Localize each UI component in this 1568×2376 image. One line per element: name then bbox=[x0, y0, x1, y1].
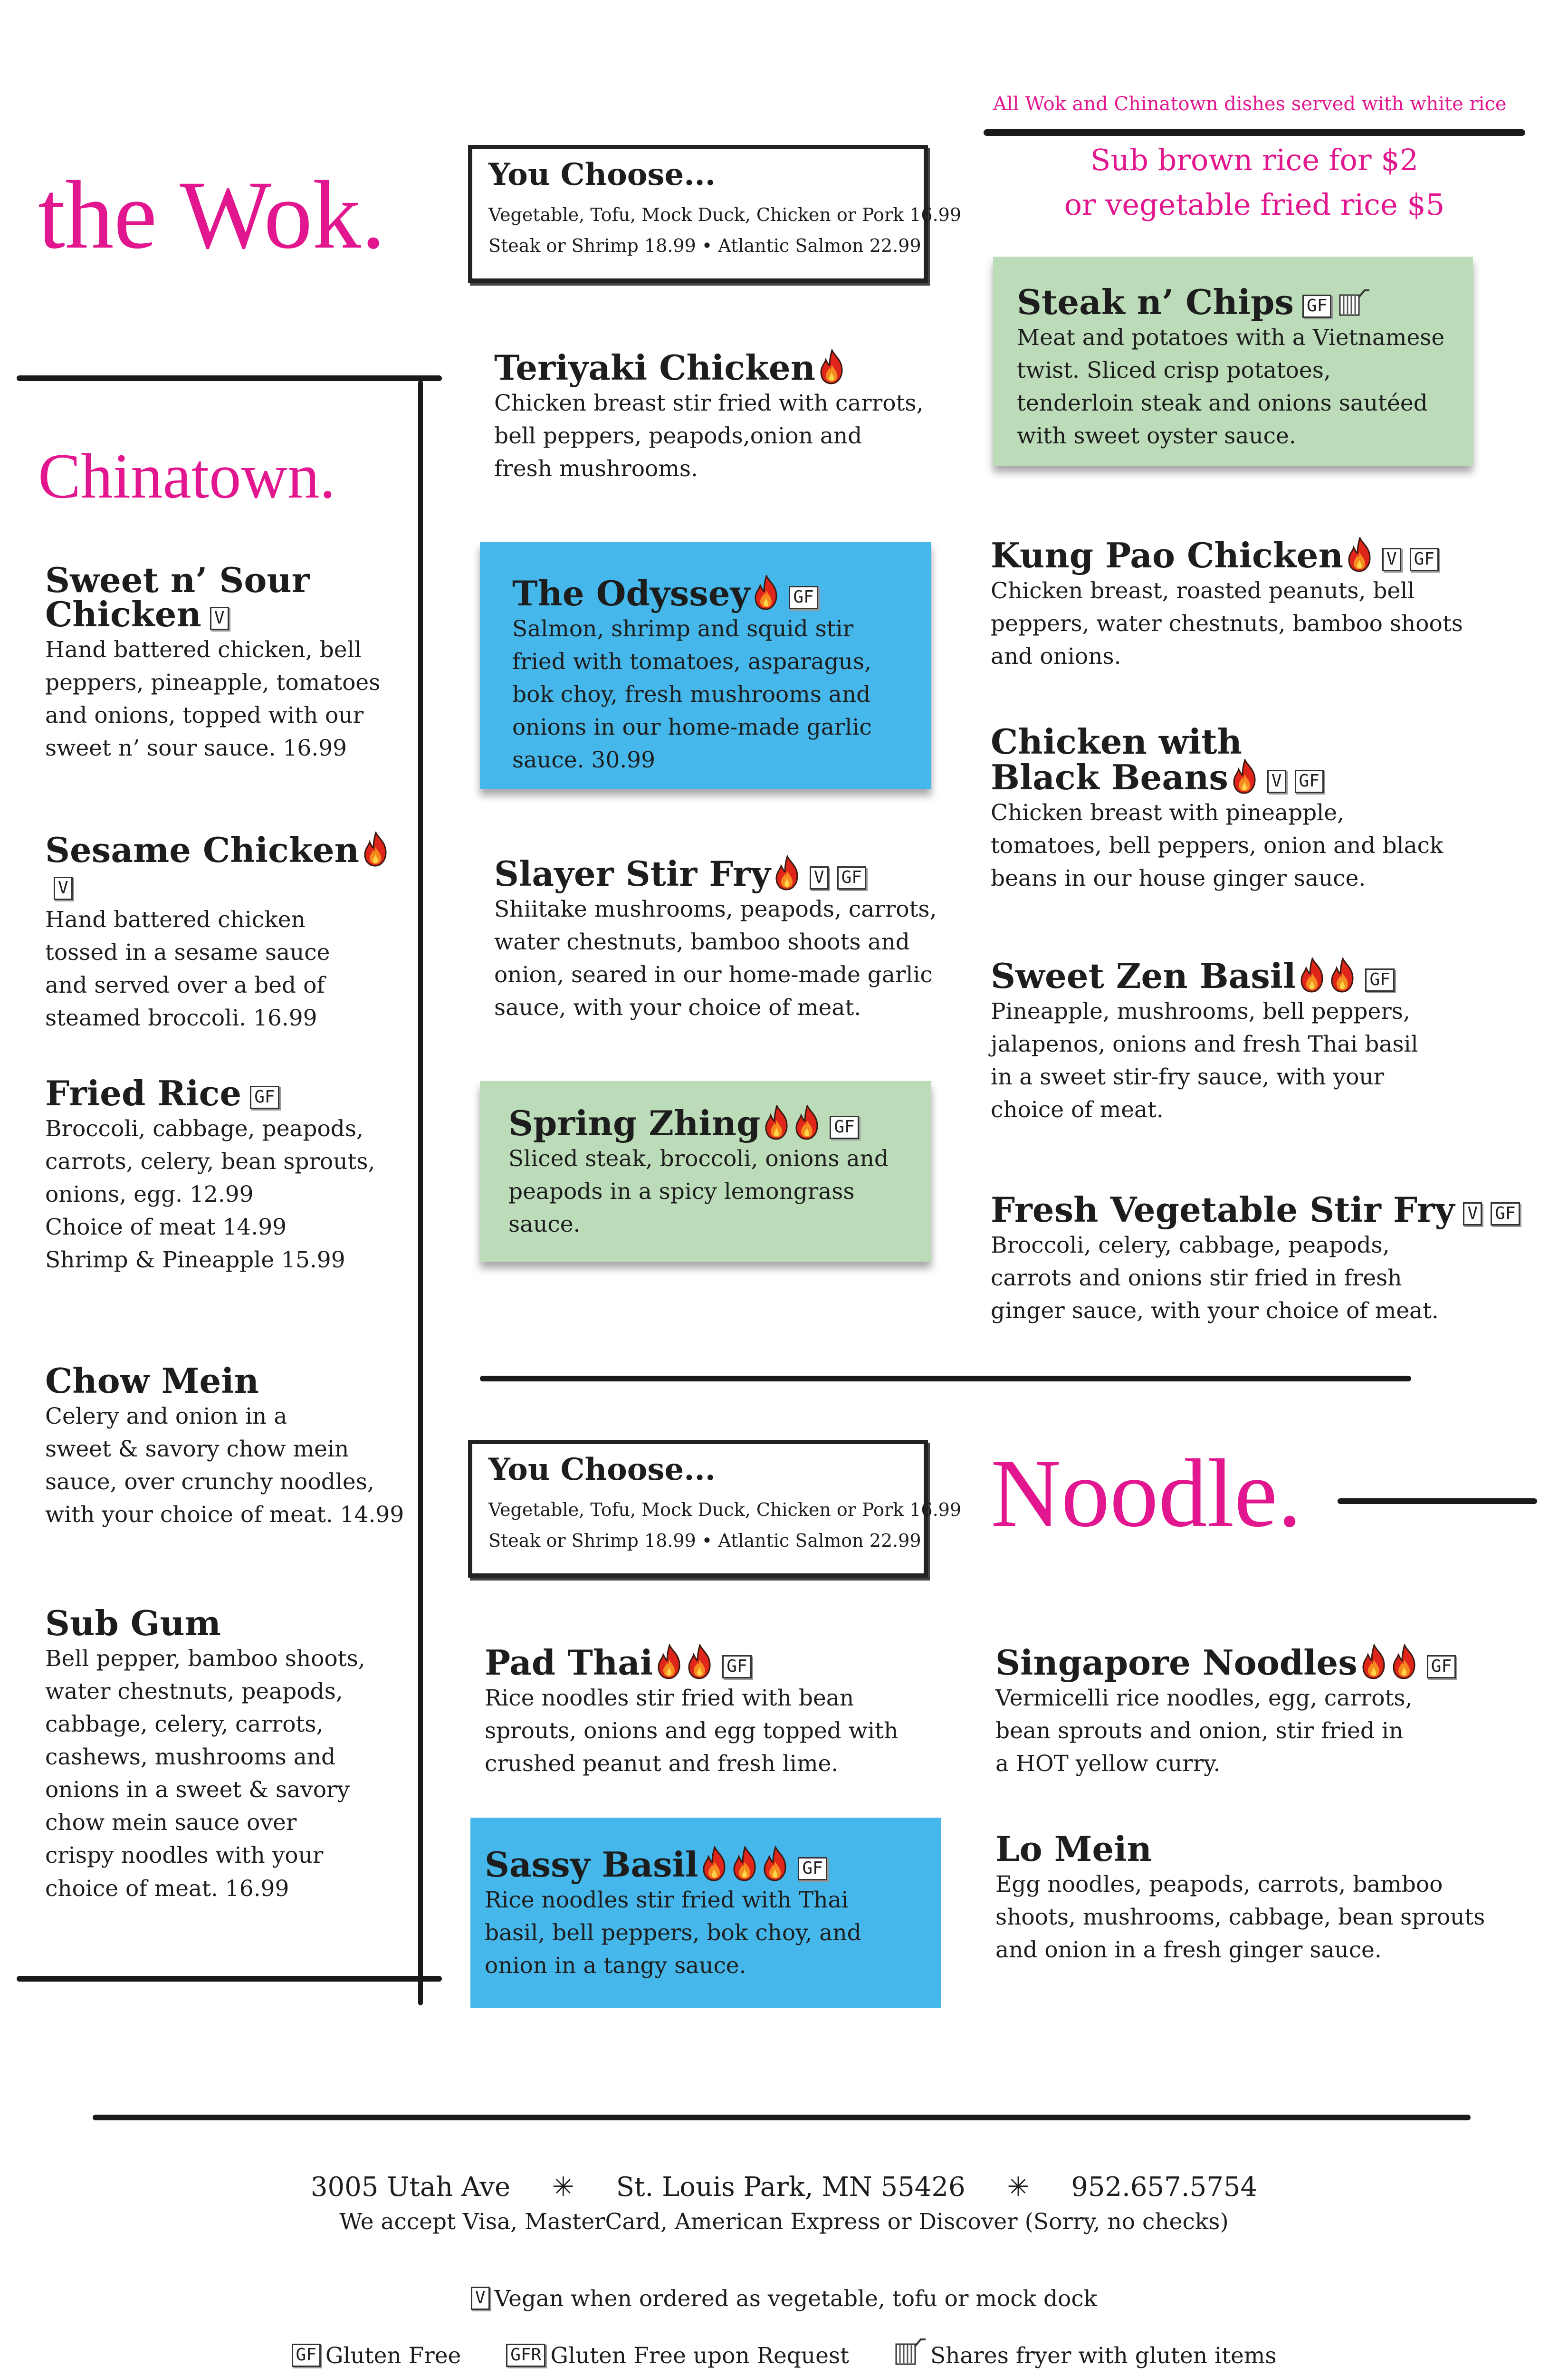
item-description: Bell pepper, bamboo shoots, water chestnuts, peapods, cabbage, celery, carrots, cashews, mushrooms and onions in a sweet & savory chow mein sauce over crispy noodles with your choice of meat. 16.99 bbox=[45, 1646, 365, 1902]
vegan-tag: V bbox=[1267, 770, 1286, 793]
item-name: Fresh Vegetable Stir Fry V GF bbox=[991, 1193, 1537, 1227]
fryer-basket-icon bbox=[1338, 287, 1371, 317]
gluten-free-tag: GF bbox=[830, 1116, 859, 1139]
flame-icon bbox=[1329, 958, 1357, 993]
item-description: Egg noodles, peapods, carrots, bamboo shoots, mushrooms, cabbage, bean sprouts and onion in a fresh ginger sauce. bbox=[995, 1871, 1485, 1964]
rice-note: All Wok and Chinatown dishes served with white rice bbox=[993, 93, 1507, 115]
vegan-tag: V bbox=[1463, 1202, 1482, 1226]
gluten-free-tag: GF bbox=[1427, 1655, 1456, 1678]
menu-item-sassy-basil bbox=[470, 1818, 941, 2008]
flame-icon bbox=[1231, 759, 1259, 794]
gluten-free-tag: GF bbox=[1410, 548, 1439, 571]
item-name: The Odyssey GF bbox=[512, 575, 931, 611]
street-address: 3005 Utah Ave bbox=[310, 2172, 511, 2203]
vegan-tag: V bbox=[54, 877, 73, 900]
flame-icon bbox=[686, 1644, 714, 1679]
flame-icon bbox=[1360, 1644, 1388, 1679]
item-name-line2: Black Beans V GF bbox=[991, 759, 1537, 795]
item-name: Sassy Basil GF bbox=[485, 1846, 941, 1882]
menu-item-pad-thai bbox=[485, 1644, 950, 1780]
item-name: Steak n’ Chips GF bbox=[1017, 285, 1473, 319]
item-description: Hand battered chicken, bell peppers, pineapple, tomatoes and onions, topped with our sweet n’ sour sauce. 16.99 bbox=[45, 637, 381, 762]
chinatown-bottom-rule bbox=[17, 1976, 442, 1982]
menu-item-sub-gum bbox=[45, 1603, 416, 1905]
flame-icon bbox=[731, 1846, 759, 1881]
item-name: Pad Thai GF bbox=[485, 1644, 950, 1680]
item-name: Lo Mein bbox=[995, 1829, 1152, 1869]
item-name: Sesame ChickenV bbox=[45, 832, 416, 901]
flame-icon bbox=[763, 1105, 791, 1140]
item-description: Rice noodles stir fried with bean sprouts, onions and egg topped with crushed peanut and fresh lime. bbox=[485, 1685, 899, 1777]
item-description: Chicken breast, roasted peanuts, bell peppers, water chestnuts, bamboo shoots and onions. bbox=[991, 578, 1463, 670]
gluten-free-tag: GF bbox=[789, 586, 818, 609]
legend-row bbox=[0, 2336, 1568, 2369]
flame-icon bbox=[774, 855, 801, 891]
item-description: Hand battered chicken tossed in a sesame sauce and served over a bed of steamed broccoli. 16.99 bbox=[45, 907, 330, 1032]
vegan-tag: V bbox=[1382, 548, 1401, 571]
item-name: Chow Mein bbox=[45, 1360, 259, 1401]
flame-icon bbox=[701, 1846, 728, 1881]
gluten-free-tag: GF bbox=[1491, 1202, 1520, 1226]
gluten-free-tag: GF bbox=[292, 2344, 321, 2367]
item-name: Teriyaki Chicken bbox=[494, 349, 960, 385]
you-choose-box-noodle bbox=[468, 1440, 961, 1578]
flame-icon bbox=[1346, 537, 1374, 572]
item-description: Chicken breast stir fried with carrots, bell peppers, peapods,onion and fresh mushrooms. bbox=[494, 390, 924, 482]
vegan-tag: V bbox=[471, 2287, 490, 2310]
gluten-free-tag: GF bbox=[722, 1655, 751, 1678]
item-name: Fried Rice GF bbox=[45, 1076, 416, 1111]
item-description: Sliced steak, broccoli, onions and peapods in a spicy lemongrass sauce. bbox=[508, 1146, 889, 1238]
rice-sub-line1: Sub brown rice for $2 bbox=[1090, 143, 1419, 177]
address-line bbox=[0, 2172, 1568, 2203]
item-name-line2: Chicken V bbox=[45, 597, 406, 632]
item-name: Sweet n’ Sour bbox=[45, 560, 310, 600]
city-address: St. Louis Park, MN 55426 bbox=[616, 2172, 966, 2203]
phone-number[interactable]: 952.657.5754 bbox=[1071, 2172, 1258, 2203]
flame-icon bbox=[1299, 958, 1326, 993]
flame-icon bbox=[762, 1846, 789, 1881]
menu-item-lo-mein bbox=[995, 1829, 1542, 1966]
flame-icon bbox=[794, 1105, 821, 1140]
item-name: Singapore Noodles GF bbox=[995, 1644, 1542, 1680]
item-description: Broccoli, cabbage, peapods, carrots, celery, bean sprouts, onions, egg. 12.99 Choice of meat 14.99 Shrimp & Pineapple 15.99 bbox=[45, 1116, 375, 1274]
item-name: Chicken with bbox=[991, 721, 1242, 762]
menu-item-chicken-with-black-beans bbox=[991, 721, 1537, 895]
item-description: Chicken breast with pineapple, tomatoes, bell peppers, onion and black beans in our house ginger sauce. bbox=[991, 800, 1444, 892]
menu-item-chow-mein bbox=[45, 1360, 416, 1531]
asterisk-icon: ✳ bbox=[552, 2172, 574, 2203]
you-choose-title: You Choose... bbox=[488, 1452, 716, 1487]
legend-fryer-text: Shares fryer with gluten items bbox=[930, 2343, 1277, 2369]
item-description: Vermicelli rice noodles, egg, carrots, bean sprouts and onion, stir fried in a HOT yellow curry. bbox=[995, 1685, 1413, 1777]
legend-vegan bbox=[0, 2286, 1568, 2312]
footer-top-rule bbox=[93, 2115, 1471, 2120]
menu-item-slayer-stir-fry bbox=[494, 855, 960, 1024]
item-description: Celery and onion in a sweet & savory chow mein sauce, over crunchy noodles, with your choice of meat. 14.99 bbox=[45, 1403, 404, 1528]
flame-icon bbox=[1391, 1644, 1418, 1679]
item-description: Salmon, shrimp and squid stir fried with tomatoes, asparagus, bok choy, fresh mushrooms and onions in our home-made garlic sauce. 30.99 bbox=[512, 616, 872, 774]
chinatown-vertical-rule bbox=[418, 380, 423, 2005]
rice-sub-line2: or vegetable fried rice $5 bbox=[1064, 187, 1445, 222]
vegan-tag: V bbox=[210, 607, 229, 630]
menu-item-the-odyssey bbox=[480, 542, 931, 789]
item-name: Sub Gum bbox=[45, 1603, 221, 1643]
menu-item-sweet-sour-chicken bbox=[45, 560, 406, 765]
fryer-basket-icon bbox=[894, 2336, 927, 2366]
you-choose-line2: Steak or Shrimp 18.99 • Atlantic Salmon 22.99 bbox=[488, 1530, 921, 1551]
menu-item-sesame-chicken bbox=[45, 832, 416, 1035]
menu-item-kung-pao-chicken bbox=[991, 537, 1537, 673]
item-name: Kung Pao Chicken V GF bbox=[991, 537, 1537, 573]
you-choose-line2: Steak or Shrimp 18.99 • Atlantic Salmon 22.99 bbox=[488, 235, 921, 256]
menu-item-sweet-zen-basil bbox=[991, 958, 1537, 1126]
gluten-free-tag: GF bbox=[1302, 295, 1331, 318]
gluten-free-tag: GF bbox=[798, 1857, 827, 1880]
item-description: Broccoli, celery, cabbage, peapods, carrots and onions stir fried in fresh ginger sauce, with your choice of meat. bbox=[991, 1232, 1439, 1324]
you-choose-box-top bbox=[468, 145, 961, 283]
payment-note: We accept Visa, MasterCard, American Express or Discover (Sorry, no checks) bbox=[339, 2209, 1229, 2235]
legend-vegan-text: Vegan when ordered as vegetable, tofu or mock dock bbox=[494, 2286, 1098, 2312]
asterisk-icon: ✳ bbox=[1007, 2172, 1030, 2203]
menu-item-steak-n-chips bbox=[993, 257, 1473, 466]
item-name: Spring Zhing GF bbox=[508, 1105, 931, 1140]
gluten-free-tag: GF bbox=[837, 866, 866, 890]
noodle-title-rule bbox=[1338, 1498, 1537, 1504]
you-choose-line1: Vegetable, Tofu, Mock Duck, Chicken or Pork 16.99 bbox=[488, 204, 961, 225]
wok-noodle-divider bbox=[480, 1376, 1411, 1381]
menu-item-spring-zhing bbox=[480, 1081, 931, 1262]
menu-item-teriyaki-chicken bbox=[494, 349, 960, 485]
wok-section-title: the Wok. bbox=[38, 161, 386, 269]
chinatown-section-title: Chinatown. bbox=[38, 441, 336, 512]
legend-gfr-text: Gluten Free upon Request bbox=[550, 2343, 849, 2369]
menu-item-fresh-vegetable-stir-fry bbox=[991, 1189, 1537, 1327]
gluten-free-tag: GF bbox=[250, 1086, 279, 1109]
you-choose-line1: Vegetable, Tofu, Mock Duck, Chicken or Pork 16.99 bbox=[488, 1499, 961, 1520]
noodle-section-title: Noodle. bbox=[991, 1439, 1302, 1547]
item-name: Slayer Stir Fry V GF bbox=[494, 855, 960, 891]
you-choose-title: You Choose... bbox=[488, 157, 716, 192]
gluten-free-tag: GF bbox=[1365, 968, 1394, 992]
item-description: Rice noodles stir fried with Thai basil, bell peppers, bok choy, and onion in a tangy sauce. bbox=[485, 1887, 861, 1979]
legend-gf-text: Gluten Free bbox=[325, 2343, 461, 2369]
item-description: Meat and potatoes with a Vietnamese twist. Sliced crisp potatoes, tenderloin steak and onions sautéed with sweet oyster sauce. bbox=[1017, 325, 1445, 450]
vegan-tag: V bbox=[810, 866, 829, 890]
menu-item-fried-rice bbox=[45, 1073, 416, 1276]
gluten-free-request-tag: GFR bbox=[506, 2344, 545, 2367]
flame-icon bbox=[753, 575, 780, 610]
flame-icon bbox=[656, 1644, 683, 1679]
flame-icon bbox=[362, 832, 390, 867]
header-rule bbox=[984, 129, 1525, 136]
item-name: Sweet Zen Basil GF bbox=[991, 958, 1537, 993]
menu-item-singapore-noodles bbox=[995, 1644, 1542, 1780]
chinatown-top-rule bbox=[17, 375, 442, 381]
flame-icon bbox=[818, 349, 846, 384]
item-description: Shiitake mushrooms, peapods, carrots, water chestnuts, bamboo shoots and onion, seared in our home-made garlic sauce, with your choice of meat. bbox=[494, 896, 937, 1021]
item-description: Pineapple, mushrooms, bell peppers, jalapenos, onions and fresh Thai basil in a sweet stir-fry sauce, with your choice of meat. bbox=[991, 998, 1418, 1123]
gluten-free-tag: GF bbox=[1295, 770, 1324, 793]
